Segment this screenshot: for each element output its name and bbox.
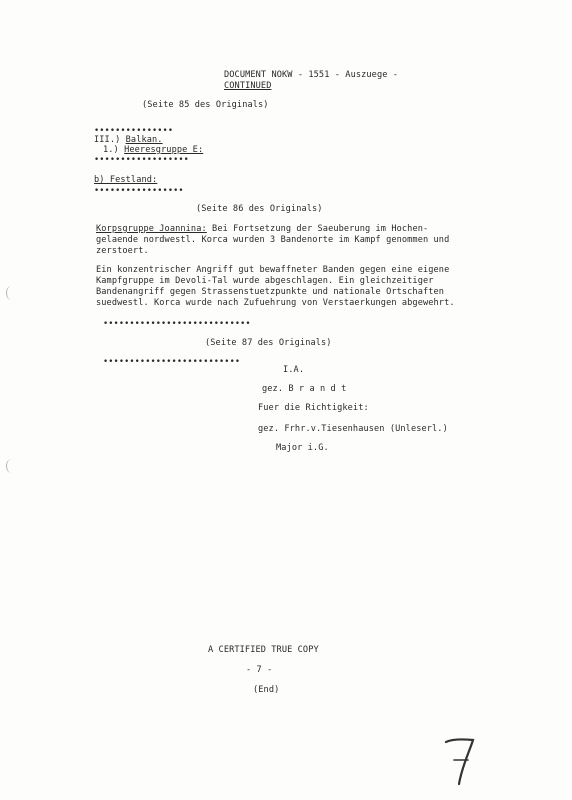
paragraph-line: gelaende nordwestl. Korca wurden 3 Bandenorte im Kampf genommen und bbox=[96, 235, 450, 245]
punch-hole-mark bbox=[6, 459, 17, 473]
dot-separator: ••••••••••••••• bbox=[94, 126, 174, 136]
paragraph-line bbox=[96, 224, 428, 235]
dot-separator: ••••••••••••••••• bbox=[94, 186, 184, 196]
dot-separator: •••••••••••••••••• bbox=[94, 155, 189, 165]
end-marker: (End) bbox=[253, 685, 280, 695]
page-ref-86: (Seite 86 des Originals) bbox=[196, 204, 323, 214]
document-header-line bbox=[224, 70, 398, 81]
paragraph-line: Kampfgruppe im Devoli-Tal wurde abgeschlagen. Ein gleichzeitiger bbox=[96, 276, 434, 286]
signature-tiesenhausen: gez. Frhr.v.Tiesenhausen (Unleserl.) bbox=[258, 424, 448, 434]
section-roman-number: III.) bbox=[94, 135, 126, 145]
paragraph-text: Bei Fortsetzung der Saeuberung im Hochen- bbox=[206, 224, 429, 234]
handwritten-page-number bbox=[440, 730, 480, 790]
signature-fuer-richtigkeit: Fuer die Richtigkeit: bbox=[258, 403, 369, 413]
korpsgruppe-label: Korpsgruppe Joannina: bbox=[96, 224, 207, 234]
subsection-title: Heeresgruppe E: bbox=[124, 145, 204, 155]
certified-true-copy: A CERTIFIED TRUE COPY bbox=[208, 645, 319, 655]
signature-ia: I.A. bbox=[283, 365, 305, 375]
dot-separator: •••••••••••••••••••••••••• bbox=[103, 357, 241, 367]
signature-brandt: gez. B r a n d t bbox=[262, 384, 347, 394]
paragraph-line: Bandenangriff gegen Strassenstuetzpunkte und nationale Ortschaften bbox=[96, 287, 445, 297]
doc-number: DOCUMENT NOKW - 1551 - Auszuege - bbox=[224, 70, 399, 80]
paragraph-line: suedwestl. Korca wurde nach Zufuehrung von Verstaerkungen abgewehrt. bbox=[96, 298, 455, 308]
continued-label: CONTINUED bbox=[224, 81, 272, 91]
signature-rank: Major i.G. bbox=[276, 443, 329, 453]
subsection-number: 1.) bbox=[103, 145, 125, 155]
paragraph-line: zerstoert. bbox=[96, 246, 149, 256]
page-ref-85: (Seite 85 des Originals) bbox=[142, 100, 269, 110]
page-number: - 7 - bbox=[246, 665, 273, 675]
page-ref-87: (Seite 87 des Originals) bbox=[205, 338, 332, 348]
paragraph-line: Ein konzentrischer Angriff gut bewaffneter Banden gegen eine eigene bbox=[96, 265, 450, 275]
dot-separator: •••••••••••••••••••••••••••• bbox=[103, 319, 251, 329]
section-roman-title: Balkan. bbox=[125, 135, 163, 145]
section-b-heading: b) Festland: bbox=[94, 175, 158, 185]
punch-hole-mark bbox=[6, 286, 17, 300]
